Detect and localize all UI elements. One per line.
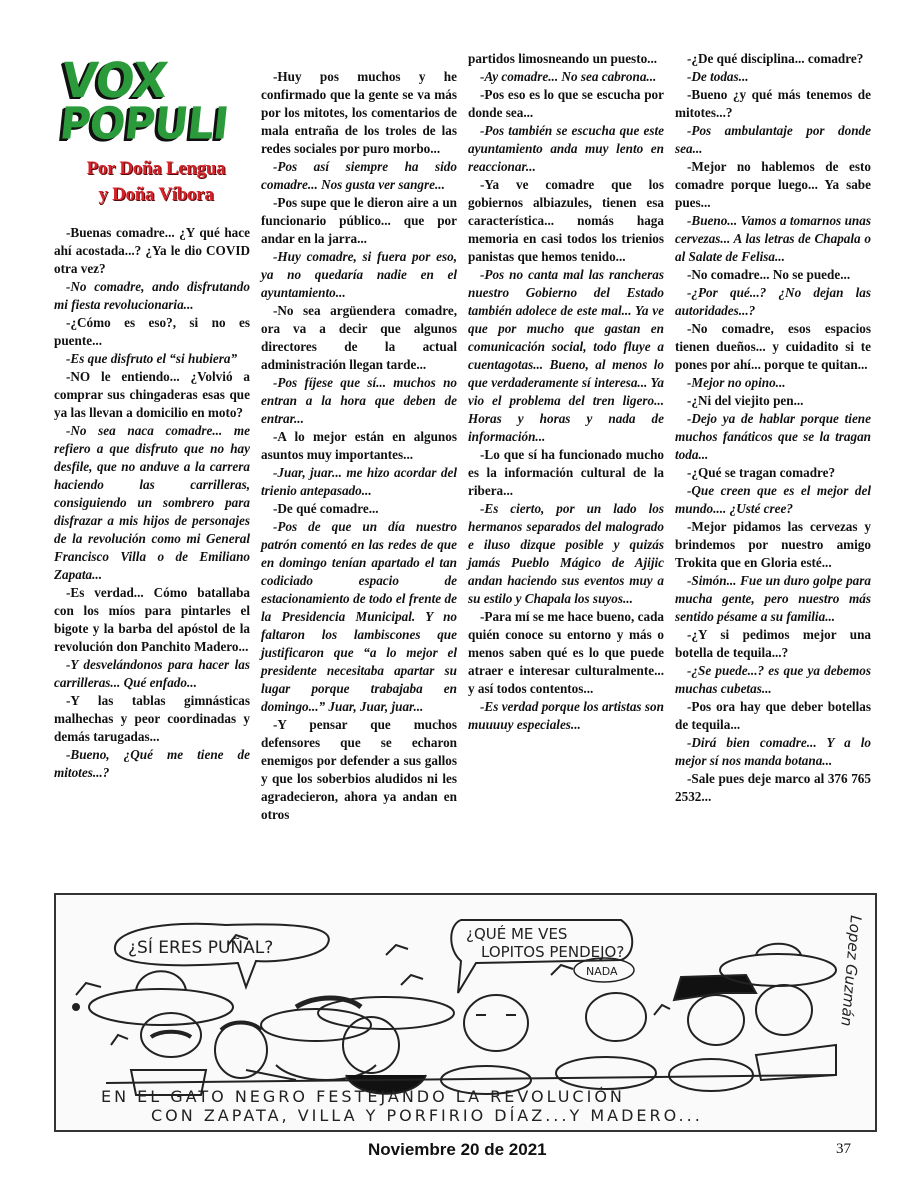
speech-bubble-small-text: NADA [586, 965, 618, 978]
bar-counter-line [106, 1075, 836, 1083]
cartoon-signature: Lopez Guzmán [837, 914, 865, 1028]
character-right [720, 944, 836, 1080]
dialogue-paragraph: -Juar, juar... me hizo acordar del trienio antepasado... [261, 465, 457, 498]
dialogue-paragraph: -¿De qué disciplina... comadre? [687, 51, 864, 66]
dialogue-paragraph: -Pos supe que le dieron aire a un funcionario público... que por andar en la jarra... [261, 195, 457, 246]
column-3-text [468, 50, 664, 734]
dialogue-paragraph: -¿Ni del viejito pen... [687, 393, 804, 408]
logo-title-populi: POPULI [57, 97, 231, 150]
dialogue-paragraph: -Es verdad porque los artistas son muuuuy especiales... [468, 699, 664, 732]
speech-bubble-left-text: ¿SÍ ERES PUÑAL? [128, 938, 274, 958]
dialogue-paragraph: -Huy pos muchos y he confirmado que la gente se va más por los mitotes, los comentarios de mala entraña de los troles de las redes sociales por puro morbo... [261, 69, 457, 156]
column-3 [468, 50, 664, 734]
dialogue-paragraph: -Mejor pidamos las cervezas y brindemos por nuestro amigo Trokita que en Gloria esté... [675, 519, 871, 570]
dialogue-paragraph: -¿Y si pedimos mejor una botella de tequila...? [675, 627, 871, 660]
dialogue-paragraph: -Sale pues deje marco al 376 765 2532... [675, 771, 871, 804]
dialogue-paragraph: -A lo mejor están en algunos asuntos muy importantes... [261, 429, 457, 462]
dialogue-paragraph: -¿Qué se tragan comadre? [687, 465, 836, 480]
dialogue-paragraph: partidos limosneando un puesto... [468, 51, 658, 66]
dialogue-paragraph: -Dirá bien comadre... Y a lo mejor sí nos manda botana... [675, 735, 871, 768]
dialogue-paragraph: -Dejo ya de hablar porque tiene muchos fanáticos que se la tragan toda... [675, 411, 871, 462]
cartoon-caption-line-1: EN EL GATO NEGRO FESTEJANDO LA REVOLUCIÓN [101, 1087, 625, 1106]
logo-title-vox: VOX [59, 51, 170, 109]
dialogue-paragraph: -Pos fíjese que sí... muchos no entran a la hora que deben de entrar... [261, 375, 457, 426]
article-columns [54, 50, 874, 888]
dialogue-paragraph: -¿Cómo es eso?, si no es puente... [54, 315, 250, 348]
column-1-text [54, 224, 250, 782]
column-1 [54, 50, 250, 782]
dialogue-paragraph: -Bueno ¿y qué más tenemos de mitotes...? [675, 87, 871, 120]
dialogue-paragraph: -NO le entiendo... ¿Volvió a comprar sus chingaderas esas que ya las llevan a domicilio en moto? [54, 369, 250, 420]
column-2 [261, 68, 457, 824]
cartoon-caption-line-2: CON ZAPATA, VILLA Y PORFIRIO DÍAZ...Y MADERO... [151, 1106, 703, 1125]
dialogue-paragraph: -No comadre, ando disfrutando mi fiesta revolucionaria... [54, 279, 250, 312]
column-4-text [675, 50, 871, 806]
issue-date: Noviembre 20 de 2021 [368, 1140, 547, 1159]
dialogue-paragraph: -Es que disfruto el “si hubiera” [66, 351, 238, 366]
column-2-text [261, 68, 457, 824]
dialogue-paragraph: -Mejor no opino... [687, 375, 786, 390]
dialogue-paragraph: -Bueno... Vamos a tomarnos unas cervezas... A las letras de Chapala o al Salate de Felisa... [675, 213, 871, 264]
dialogue-paragraph: -Huy comadre, si fuera por eso, ya no quedaría nadie en el ayuntamiento... [261, 249, 457, 300]
speech-bubble-right-text-1: ¿QUÉ ME VES [466, 925, 568, 943]
dialogue-paragraph: -No sea naca comadre... me refiero a que disfruto que no hay desfile, que no anduve a la carrera haciendo las carrilleras, consiguiendo un sombrero para disfrazar a mis hijos de personajes de la revolución como mi General Francisco Villa o de Emiliano Zapata... [54, 423, 250, 582]
dialogue-paragraph: -¿Se puede...? es que ya debemos muchas cubetas... [675, 663, 871, 696]
byline-line-2: y Doña Víbora [98, 184, 214, 205]
character-zapata [89, 971, 233, 1095]
byline-line-1: Por Doña Lengua [86, 158, 226, 179]
dialogue-paragraph: -Simón... Fue un duro golpe para mucha gente, pero nuestro más sentido pésame a su familia... [675, 573, 871, 624]
speech-bubble-right-text-2: LOPITOS PENDEJO? [481, 943, 625, 961]
dialogue-paragraph: -Para mí se me hace bueno, cada quién conoce su entorno y más o menos saben qué es lo que puede atraer e interesar culturalmente... y así todos contentos... [468, 609, 664, 696]
dialogue-paragraph: -Pos ambulantaje por donde sea... [675, 123, 871, 156]
editorial-cartoon [54, 893, 877, 1132]
dialogue-paragraph: -Ya ve comadre que los gobiernos albiazules, tienen esa característica... nomás haga memoria en casi todos los trienios panistas que hemos tenido... [468, 177, 664, 264]
dialogue-paragraph: -De qué comadre... [273, 501, 379, 516]
dialogue-paragraph: -Ay comadre... No sea cabrona... [480, 69, 657, 84]
dialogue-paragraph: -Es verdad... Cómo batallaba con los míos para pintarles el bigote y la barba del apóstol de la revolución don Panchito Madero... [54, 585, 250, 654]
dialogue-paragraph: -No sea argüendera comadre, ora va a decir que algunos directores de la actual administración llegan tarde... [261, 303, 457, 372]
dialogue-paragraph: -Y las tablas gimnásticas malhechas y peor coordinadas y demás tarugadas... [54, 693, 250, 744]
dialogue-paragraph: -Pos eso es lo que se escucha por donde sea... [468, 87, 664, 120]
dialogue-paragraph: -No comadre, esos espacios tienen dueños... y cuidadito si te pones por ahí... porque te quitan... [675, 321, 871, 372]
dialogue-paragraph: -De todas... [687, 69, 749, 84]
dialogue-paragraph: -Bueno, ¿Qué me tiene de mitotes...? [54, 747, 250, 780]
character-lopez [556, 993, 656, 1089]
vox-populi-logo [54, 50, 250, 220]
dialogue-paragraph: -Pos no canta mal las rancheras nuestro Gobierno del Estado también adolece de este mal... Ya ve que por mucho que gastan en comunicación social, todo fluye a cuentagotas... Bueno, al menos lo que verdaderamente sí interesa... Ya vio el problema del tren ligero... Horas y horas y nada de información... [468, 267, 664, 444]
dialogue-paragraph: -Y desvelándonos para hacer las carrilleras... Qué enfado... [54, 657, 250, 690]
dialogue-paragraph: -Pos ora hay que deber botellas de tequila... [675, 699, 871, 732]
dialogue-paragraph: -Buenas comadre... ¿Y qué hace ahí acostada...? ¿Ya le dio COVID otra vez? [54, 225, 250, 276]
dialogue-paragraph: -Que creen que es el mejor del mundo.... ¿Usté cree? [675, 483, 871, 516]
dialogue-paragraph: -Mejor no hablemos de esto comadre porque luego... Ya sabe pues... [675, 159, 871, 210]
dialogue-paragraph: -Lo que sí ha funcionado mucho es la información cultural de la ribera... [468, 447, 664, 498]
character-cap [669, 975, 756, 1091]
dialogue-paragraph: -Pos de que un día nuestro patrón comentó en las redes de que en domingo tenían apartado el tan codiciado espacio de estacionamiento de todo el frente de la Presidencia Municipal. Y no faltaron los lambiscones que justificaron que “a lo mejor el presidente necesitaba apartar su lugar porque trabajaba en domingo...” Juar, Juar, juar... [261, 519, 457, 714]
dialogue-paragraph: -No comadre... No se puede... [687, 267, 851, 282]
cartoon-drawing [56, 895, 875, 1130]
dialogue-paragraph: -Pos así siempre ha sido comadre... Nos gusta ver sangre... [261, 159, 457, 192]
dialogue-paragraph: -Es cierto, por un lado los hermanos separados del malogrado e iluso dizque posible y quizás jamás Pueblo Mágico de Ajijic andan haciendo sus eventos muy a su estilo y Chapala los suyos... [468, 501, 664, 606]
column-4 [675, 50, 871, 806]
dialogue-paragraph: -Y pensar que muchos defensores que se echaron enemigos por defender a sus gallos y que los soberbios aludidos ni les agradecieron, ahora ya andan en otros [261, 717, 457, 822]
dialogue-paragraph: -Pos también se escucha que este ayuntamiento anda muy lento en reaccionar... [468, 123, 664, 174]
dialogue-paragraph: -¿Por qué...? ¿No dejan las autoridades...? [675, 285, 871, 318]
page-number: 37 [836, 1141, 851, 1157]
